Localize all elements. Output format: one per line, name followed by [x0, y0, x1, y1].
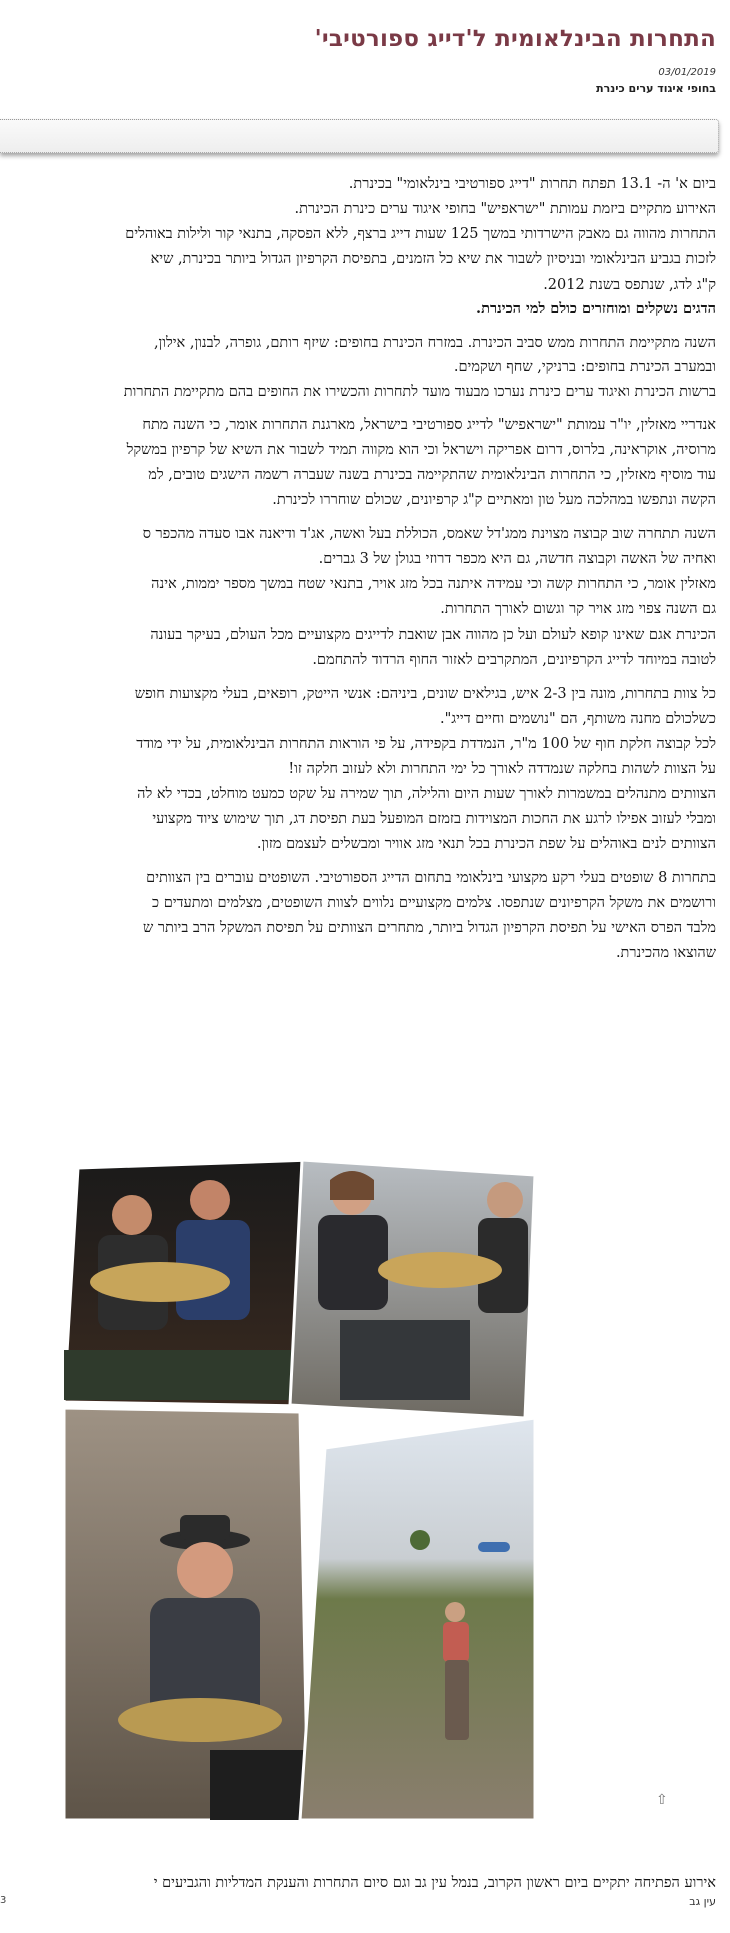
photo-two-fishermen-carp: [290, 1160, 535, 1418]
article-line: הכינרת אגם שאינו קופא לעולם ועל כן מהווה אבן שואבת לדייגים מקצועיים מכל העולם, בעיקר בעונה: [150, 627, 716, 643]
photo-man-hat-carp: [64, 1408, 308, 1820]
article-line: כל צוות בתחרות, מונה בין 2-3 איש, בגילאים שונים, ביניהם: אנשי הייטק, רופאים, בעלי מקצועות חופש: [134, 686, 716, 702]
article-line: גם השנה צפוי מזג אויר קר וגשום לאורך התחרות.: [440, 601, 716, 617]
article-date: 03/01/2019: [658, 67, 716, 78]
article-line: לטובה במיוחד לדייג הקרפיונים, המתקרבים לאזור החוף הרדוד להתחמם.: [312, 652, 716, 668]
article-line: ובמערב הכינרת בחופים: ברניקי, שחף ושקמים.: [453, 359, 716, 375]
article-line: על הצוות לשהות בחלקה שנמדדה לאורך כל ימי התחרות ולא לעזוב חלקה זו!: [288, 761, 716, 777]
article-title: התחרות הבינלאומית ל'דייג ספורטיבי': [314, 26, 716, 52]
article-line: ק"ג לדג, שנתפס בשנת 2012.: [543, 277, 716, 293]
photo-two-fishermen-night: [64, 1160, 312, 1406]
article-line: השנה תתחרה שוב קבוצה מצוינת ממג'דל שאמס, הכוללת בעל ואשה, אג'ד ודיאנה אבו סעדה מהכפר ס: [142, 526, 716, 542]
article-line: מלבד הפרס האישי על תפיסת הקרפיון הגדול ביותר, מתחרים הצוותים על תפיסת המשקל הרב ביותר ש: [142, 920, 716, 936]
article-line: מרוסיה, אוקראינה, בלרוס, דרום אפריקה וישראל וכי הוא מקווה תמיד לשבור את השיא של קרפיון במשקל: [126, 442, 716, 458]
article-line: השנה מתקיימת התחרות ממש סביב הכינרת. במזרח הכינרת בחופים: שיזף רותם, גופרה, לבנון, אילון,: [153, 335, 716, 351]
article-line: הקשה ונתפשו במהלכה מעל טון ומאתיים ק"ג קרפיונים, שכולם שוחררו לכינרת.: [272, 492, 716, 508]
article-line: עוד מוסיף מאזלין, כי התחרות הבינלאומית שהתקיימה בכינרת בשנה שעברה רשמה הישגים טובים, למ: [148, 467, 716, 483]
footer-left: 3: [0, 1895, 7, 1906]
article-byline: בחופי איגוד ערים כינרת: [596, 82, 716, 95]
footer-right: עין גב: [689, 1895, 716, 1908]
article-line: הצוותים מתנהלים במשמרות לאורך שעות היום והלילה, תוך שמירה על שקט כמעט מוחלט, בכדי לא לה: [137, 786, 716, 802]
article-line: ברשות הכינרת ואיגוד ערים כינרת נערכו מבעוד מועד לתחרות והכשירו את החופים בהם מתקיימת התחרות: [123, 384, 716, 400]
article-line: הדגים נשקלים ומוחזרים כולם למי הכינרת.: [476, 300, 716, 317]
article-line: הצוותים לנים באוהלים על שפת הכינרת בכל תנאי מזג אוויר ומבשלים לעצמם מזון.: [256, 836, 716, 852]
article-line: לזכות בגביע הבינלאומי ובניסיון לשבור את שיא כל הזמנים, בתפיסת הקרפיון הגדול ביותר בכינרת, שיא: [150, 251, 716, 267]
article-line: מאזלין אומר, כי התחרות קשה וכי עמידה איתנה בכל מזג אויר, בתנאי שטח במשך מספר יממות, אינה: [151, 576, 716, 592]
article-line: ביום א' ה- 13.1 תפתח תחרות "דייג ספורטיבי בינלאומי" בכינרת.: [348, 176, 716, 192]
article-line: ורושמים את משקל הקרפיונים שנתפסו. צלמים מקצועיים נלווים לצוות השופטים, מצלמים ומתעדים כ: [152, 895, 716, 911]
article-line: התחרות מהווה גם מאבק הישרדותי במשך 125 שעות דייג ברצף, ללא הפסקה, בתנאי קור ולילות באוהלים: [125, 226, 716, 242]
article-line: ואחיה של האשה וקבוצה חדשה, גם היא מכפר דרוזי בגולן של 3 גברים.: [318, 551, 716, 567]
article-line: ומבלי לעזוב אפילו לרגע את החכות המצוידות בזמזם המופעל בעת תפיסת דג, תוך שימוש ציוד מקצועי: [152, 811, 716, 827]
article-line: כשלכולם מחנה משותף, הם "נושמים וחיים דייג".: [440, 711, 716, 727]
article-line: בתחרות 8 שופטים בעלי רקע מקצועי בינלאומי בתחום הדייג הספורטיבי. השופטים עוברים בין הצוותים: [146, 870, 716, 886]
up-arrow-icon[interactable]: ⇧: [656, 1792, 668, 1808]
photo-woman-waders-shore: [300, 1418, 535, 1820]
article-line: אנדריי מאזלין, יו"ר עמותת "ישראפיש" לדייג ספורטיבי בישראל, מארגנת התחרות אומר, כי השנה מתח: [142, 417, 716, 433]
article-line: אירוע הפתיחה יתקיים ביום ראשון הקרוב, בנמל עין גב וגם סיום התחרות והענקת המדליות והגביעים י: [153, 1875, 716, 1891]
article-line: האירוע מתקיים ביזמת עמותת "ישראפיש" בחופי איגוד ערים כינרת הכינרת.: [294, 201, 716, 217]
article-line: שהוצאו מהכינרת.: [615, 945, 716, 961]
article-line: לכל קבוצה חלקת חוף של 100 מ"ר, הנמדדת בקפידה, על פי הוראות התחרות הבינלאומית, על ידי מודד: [136, 736, 716, 752]
